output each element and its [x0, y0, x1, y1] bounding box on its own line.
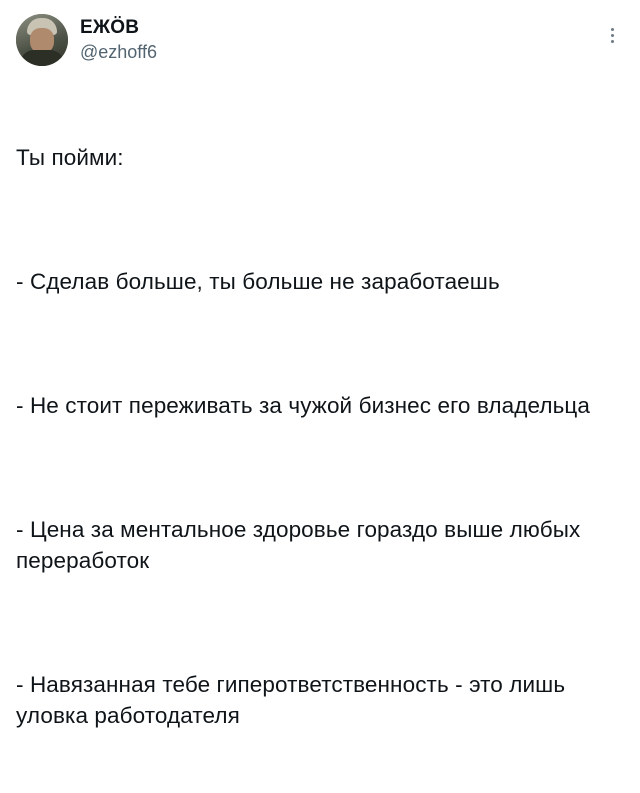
- author-names: [80, 14, 157, 64]
- tweet-paragraph: - Сделав больше, ты больше не заработаешь: [16, 269, 500, 294]
- more-dot-3: [611, 40, 614, 43]
- author-handle[interactable]: @ezhoff6: [80, 42, 157, 62]
- tweet-paragraph: Ты пойми:: [16, 145, 124, 170]
- tweet-header: [16, 14, 624, 66]
- more-dot-2: [611, 34, 614, 37]
- author-display-name[interactable]: ЕЖÖВ: [80, 17, 140, 38]
- more-options-icon[interactable]: [602, 24, 622, 46]
- avatar[interactable]: [16, 14, 68, 66]
- avatar-body: [20, 50, 64, 66]
- tweet-body: [16, 80, 624, 793]
- more-dot-1: [611, 28, 614, 31]
- tweet-paragraph: - Цена за ментальное здоровье гораздо выше любых переработок: [16, 517, 587, 573]
- tweet-paragraph: - Навязанная тебе гиперответственность - это лишь уловка работодателя: [16, 672, 572, 728]
- tweet-paragraph: - Не стоит переживать за чужой бизнес его владельца: [16, 393, 591, 418]
